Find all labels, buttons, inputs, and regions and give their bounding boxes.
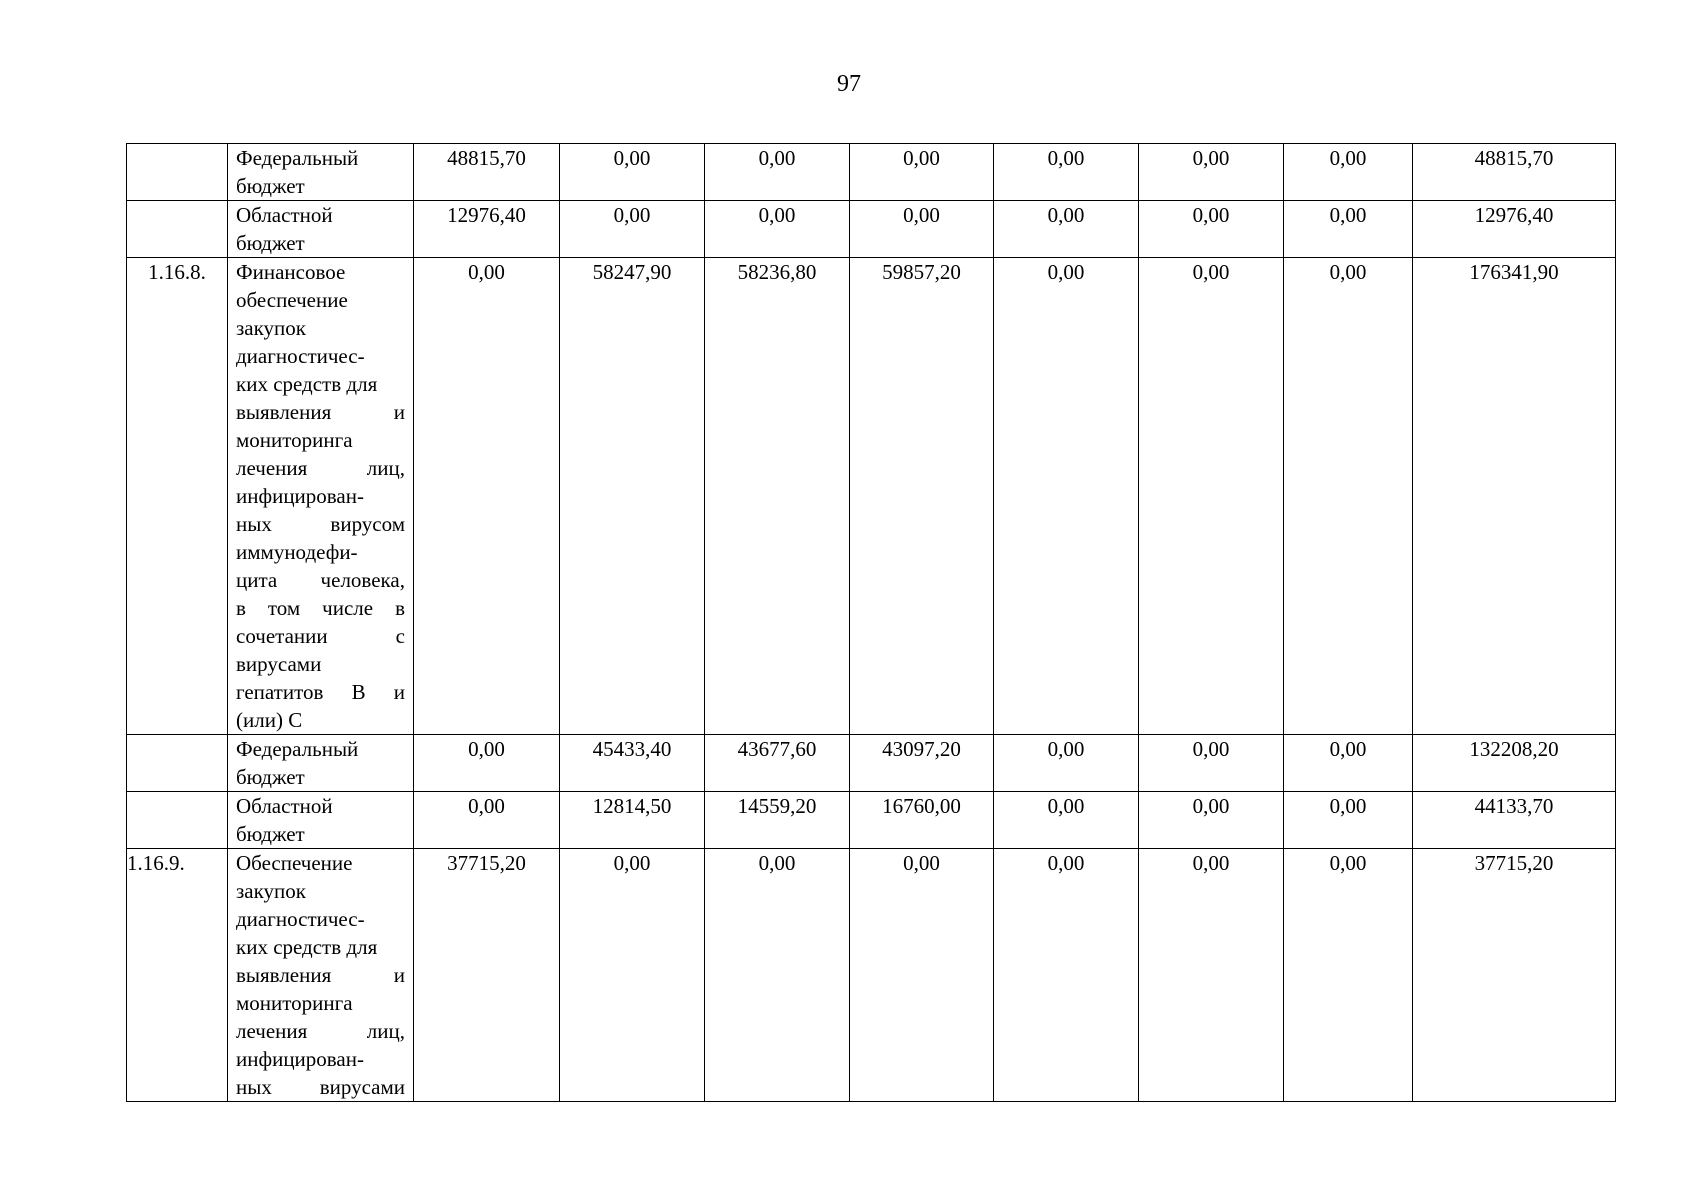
- row-value-cell: 45433,40: [560, 735, 705, 792]
- table-body: [127, 144, 1616, 1102]
- row-name-line: бюджет: [236, 822, 305, 846]
- row-name-line: Областной: [236, 203, 333, 227]
- row-name-cell: [228, 201, 414, 258]
- row-name-line: обеспечение: [236, 288, 348, 312]
- row-value-cell: 0,00: [994, 201, 1139, 258]
- row-value-cell: 0,00: [994, 792, 1139, 849]
- table-row: [127, 849, 1616, 1102]
- row-name-line: выявления и: [236, 400, 405, 424]
- row-name-line: ных вирусом: [236, 512, 405, 536]
- row-value-cell: 0,00: [1139, 792, 1284, 849]
- row-name-line: бюджет: [236, 174, 305, 198]
- row-value-cell: 14559,20: [705, 792, 850, 849]
- row-value-cell: 0,00: [1284, 201, 1413, 258]
- row-value-cell: 0,00: [705, 849, 850, 1102]
- row-name-line: сочетании с: [236, 624, 405, 648]
- row-value-cell: 0,00: [414, 792, 560, 849]
- row-total-cell: 37715,20: [1413, 849, 1616, 1102]
- row-name-line: вирусами: [236, 652, 322, 676]
- row-code-cell: [127, 201, 228, 258]
- row-name-line: лечения лиц,: [236, 456, 405, 480]
- row-name-line: Областной: [236, 794, 333, 818]
- row-value-cell: 16760,00: [850, 792, 994, 849]
- row-code-cell: 1.16.9.: [127, 849, 228, 1102]
- row-value-cell: 0,00: [560, 201, 705, 258]
- page-number: 97: [837, 71, 861, 97]
- row-value-cell: 0,00: [850, 144, 994, 201]
- row-name-cell: [228, 258, 414, 735]
- row-name-line: цита человека,: [236, 568, 405, 592]
- row-name-line: бюджет: [236, 765, 305, 789]
- row-name-line: бюджет: [236, 231, 305, 255]
- row-name-line: в том числе в: [236, 596, 405, 620]
- row-name-line: ких средств для: [236, 372, 378, 396]
- row-value-cell: 0,00: [414, 258, 560, 735]
- row-value-cell: 0,00: [994, 735, 1139, 792]
- row-value-cell: 0,00: [560, 849, 705, 1102]
- row-value-cell: 58247,90: [560, 258, 705, 735]
- row-value-cell: 0,00: [994, 258, 1139, 735]
- row-value-cell: 0,00: [705, 201, 850, 258]
- table-row: [127, 792, 1616, 849]
- row-value-cell: 0,00: [994, 144, 1139, 201]
- row-value-cell: 0,00: [414, 735, 560, 792]
- table-row: [127, 144, 1616, 201]
- row-name-line: мониторинга: [236, 991, 353, 1015]
- table-row: [127, 258, 1616, 735]
- row-value-cell: 43097,20: [850, 735, 994, 792]
- row-value-cell: 0,00: [1139, 201, 1284, 258]
- row-name-line: (или) С: [236, 708, 303, 732]
- table-row: [127, 201, 1616, 258]
- row-value-cell: 0,00: [1284, 144, 1413, 201]
- row-name-line: инфицирован-: [236, 1047, 364, 1071]
- row-value-cell: 12976,40: [414, 201, 560, 258]
- row-name-line: диагностичес-: [236, 907, 365, 931]
- row-total-cell: 132208,20: [1413, 735, 1616, 792]
- row-name-line: ких средств для: [236, 935, 378, 959]
- row-value-cell: 0,00: [1139, 144, 1284, 201]
- row-name-line: гепатитов В и: [236, 680, 405, 704]
- row-value-cell: 59857,20: [850, 258, 994, 735]
- row-code-cell: [127, 792, 228, 849]
- row-code-cell: [127, 735, 228, 792]
- row-name-cell: [228, 735, 414, 792]
- row-name-cell: [228, 144, 414, 201]
- row-total-cell: 176341,90: [1413, 258, 1616, 735]
- row-value-cell: 0,00: [1284, 258, 1413, 735]
- row-name-line: закупок: [236, 879, 306, 903]
- row-value-cell: 0,00: [850, 201, 994, 258]
- row-name-line: ных вирусами: [236, 1075, 405, 1099]
- row-value-cell: 43677,60: [705, 735, 850, 792]
- row-name-cell: [228, 849, 414, 1102]
- row-value-cell: 0,00: [705, 144, 850, 201]
- row-value-cell: 0,00: [1139, 258, 1284, 735]
- row-value-cell: 58236,80: [705, 258, 850, 735]
- row-value-cell: 0,00: [1139, 735, 1284, 792]
- table-row: [127, 735, 1616, 792]
- budget-table: [126, 143, 1616, 1102]
- row-name-line: иммунодефи-: [236, 540, 358, 564]
- row-value-cell: 0,00: [560, 144, 705, 201]
- row-name-line: лечения лиц,: [236, 1019, 405, 1043]
- row-name-line: выявления и: [236, 963, 405, 987]
- row-name-line: инфицирован-: [236, 484, 364, 508]
- row-value-cell: 0,00: [1284, 849, 1413, 1102]
- row-value-cell: 0,00: [994, 849, 1139, 1102]
- row-total-cell: 12976,40: [1413, 201, 1616, 258]
- row-name-line: мониторинга: [236, 428, 353, 452]
- row-value-cell: 48815,70: [414, 144, 560, 201]
- row-value-cell: 0,00: [1139, 849, 1284, 1102]
- row-value-cell: 0,00: [1284, 792, 1413, 849]
- row-name-line: Обеспечение: [236, 851, 353, 875]
- row-total-cell: 44133,70: [1413, 792, 1616, 849]
- row-name-line: Федеральный: [236, 146, 359, 170]
- row-value-cell: 12814,50: [560, 792, 705, 849]
- row-code-cell: 1.16.8.: [127, 258, 228, 735]
- row-code-cell: [127, 144, 228, 201]
- row-name-line: Федеральный: [236, 737, 359, 761]
- row-name-line: диагностичес-: [236, 344, 365, 368]
- row-value-cell: 0,00: [850, 849, 994, 1102]
- row-total-cell: 48815,70: [1413, 144, 1616, 201]
- row-value-cell: 0,00: [1284, 735, 1413, 792]
- row-value-cell: 37715,20: [414, 849, 560, 1102]
- row-name-line: Финансовое: [236, 260, 346, 284]
- row-name-line: закупок: [236, 316, 306, 340]
- row-name-cell: [228, 792, 414, 849]
